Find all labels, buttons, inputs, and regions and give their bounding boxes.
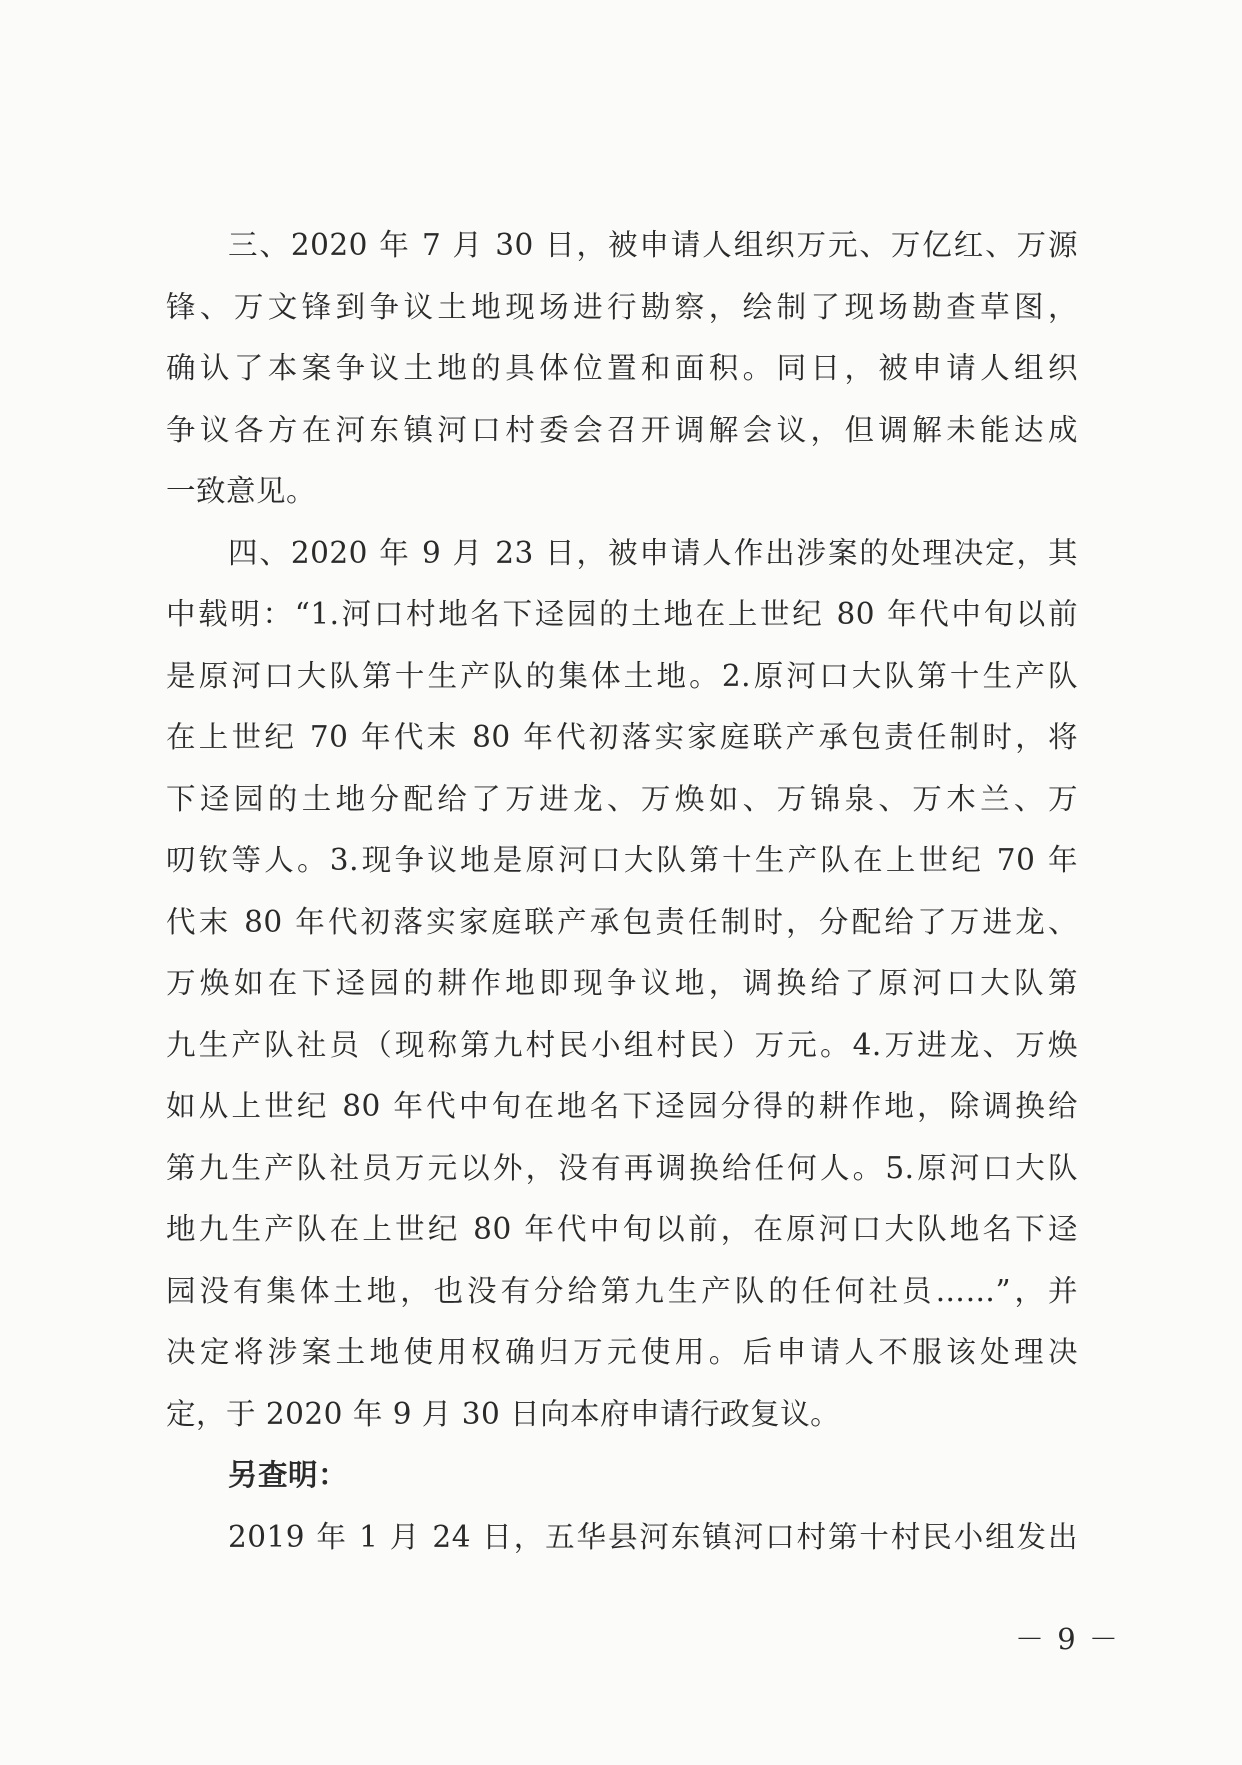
section-heading-further-findings: 另查明： (228, 1458, 349, 1492)
paragraph-4-line-13: 园没有集体土地，也没有分给第九生产队的任何社员……”，并 (166, 1273, 1078, 1308)
paragraph-3-line-3: 确认了本案争议土地的具体位置和面积。同日，被申请人组织 (166, 351, 1078, 385)
paragraph-4-line-15: 定，于 2020 年 9 月 30 日向本府申请行政复议。 (166, 1396, 841, 1431)
paragraph-4-line-5: 下迳园的土地分配给了万进龙、万焕如、万锦泉、万木兰、万 (166, 781, 1078, 816)
paragraph-4-line-11: 第九生产队社员万元以外，没有再调换给任何人。5.原河口大队 (166, 1150, 1078, 1185)
paragraph-4-line-4: 在上世纪 70 年代末 80 年代初落实家庭联产承包责任制时，将 (166, 720, 1078, 754)
paragraph-4-line-3: 是原河口大队第十生产队的集体土地。2.原河口大队第十生产队 (166, 658, 1078, 693)
paragraph-4-line-2: 中载明：“1.河口村地名下迳园的土地在上世纪 80 年代中旬以前 (166, 597, 1078, 631)
paragraph-4-line-7: 代末 80 年代初落实家庭联产承包责任制时，分配给了万进龙、 (166, 904, 1078, 939)
paragraph-3-line-1: 三、2020 年 7 月 30 日，被申请人组织万元、万亿红、万源 (228, 228, 1078, 262)
paragraph-4-line-14: 决定将涉案土地使用权确归万元使用。后申请人不服该处理决 (166, 1335, 1078, 1369)
paragraph-3-line-2: 锋、万文锋到争议土地现场进行勘察，绘制了现场勘查草图， (166, 289, 1078, 324)
paragraph-4-line-10: 如从上世纪 80 年代中旬在地名下迳园分得的耕作地，除调换给 (166, 1089, 1078, 1123)
page-number: － 9 － (1015, 1622, 1120, 1656)
paragraph-4-line-12: 地九生产队在上世纪 80 年代中旬以前，在原河口大队地名下迳 (166, 1212, 1078, 1246)
body-text (166, 222, 1078, 1575)
paragraph-5-line-1: 2019 年 1 月 24 日，五华县河东镇河口村第十村民小组发出 (228, 1519, 1078, 1554)
paragraph-3-line-4: 争议各方在河东镇河口村委会召开调解会议，但调解未能达成 (166, 412, 1078, 447)
paragraph-4-line-6: 叨钦等人。3.现争议地是原河口大队第十生产队在上世纪 70 年 (166, 843, 1078, 877)
paragraph-4-line-8: 万焕如在下迳园的耕作地即现争议地，调换给了原河口大队第 (166, 966, 1078, 1000)
paragraph-4-line-1: 四、2020 年 9 月 23 日，被申请人作出涉案的处理决定，其 (228, 535, 1078, 570)
paragraph-4-line-9: 九生产队社员（现称第九村民小组村民）万元。4.万进龙、万焕 (166, 1027, 1078, 1062)
paragraph-3-line-5: 一致意见。 (166, 474, 317, 508)
